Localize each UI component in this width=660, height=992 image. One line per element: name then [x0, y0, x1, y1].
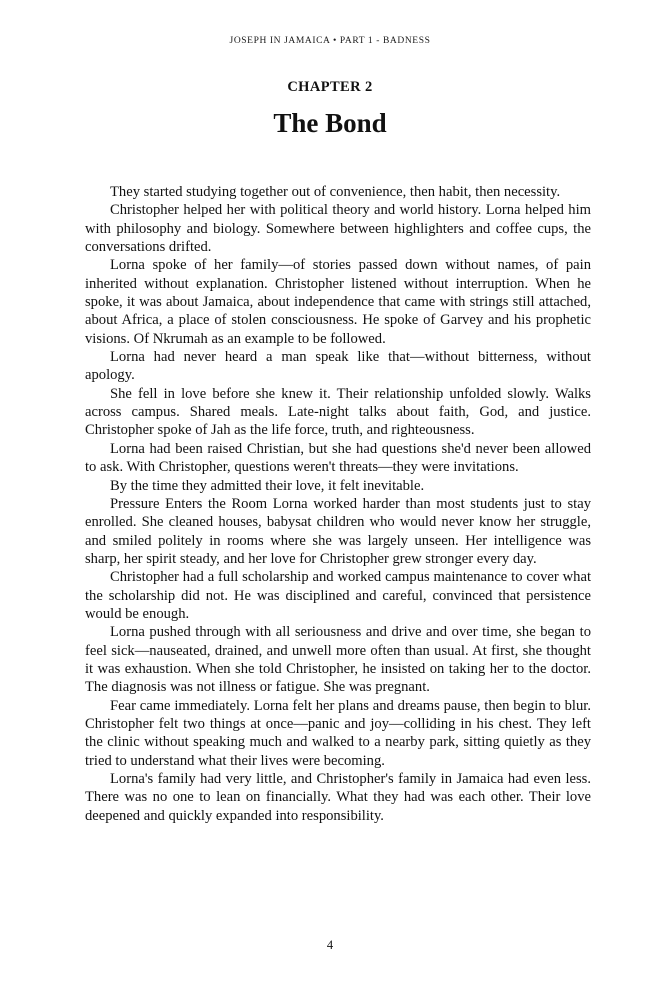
paragraph: Pressure Enters the Room Lorna worked harder than most students just to stay enrolled. She cleaned houses, babysat children who would never know her struggle, and smiled politely in rooms where she was largely unseen. Her intelligence was sharp, her spirit steady, and her love for Christopher grew stronger every day. — [85, 495, 591, 567]
paragraph: She fell in love before she knew it. Their relationship unfolded slowly. Walks across campus. Shared meals. Late-night talks about faith, God, and justice. Christopher spoke of Jah as the life force, truth, and righteousness. — [85, 385, 591, 439]
paragraph: Lorna had never heard a man speak like that—without bitterness, without apology. — [85, 349, 591, 384]
paragraph: Lorna pushed through with all seriousness and drive and over time, she began to feel sick—nauseated, drained, and unwell more often than usual. At first, she thought it was exhaustion. When she told Christopher, he insisted on taking her to the doctor. The diagnosis was not illness or fatigue. She was pregnant. — [85, 624, 591, 696]
paragraph: Fear came immediately. Lorna felt her plans and dreams pause, then begin to blur. Christopher felt two things at once—panic and joy—colliding in his chest. They left the clinic without speaking much and walked to a nearby park, sitting quietly as they tried to understand what their lives were becoming. — [85, 697, 591, 769]
chapter-label: CHAPTER 2 — [287, 79, 373, 95]
paragraph: By the time they admitted their love, it felt inevitable. — [110, 477, 425, 494]
running-header: JOSEPH IN JAMAICA • PART 1 - BADNESS — [229, 36, 431, 46]
paragraph: Christopher had a full scholarship and worked campus maintenance to cover what the scholarship did not. He was disciplined and careful, convinced that persistence would be enough. — [85, 569, 591, 622]
chapter-title: The Bond — [273, 108, 387, 138]
paragraph: Lorna's family had very little, and Christopher's family in Jamaica had even less. There was no one to lean on financially. What they had was each other. Their love deepened and quickly expanded into responsibility. — [85, 771, 591, 824]
paragraph: Christopher helped her with political theory and world history. Lorna helped him with philosophy and biology. Somewhere between highlighters and coffee cups, the conversations drifted. — [85, 202, 591, 256]
paragraph: Lorna had been raised Christian, but she had questions she'd never been allowed to ask. With Christopher, questions weren't threats—they were invitations. — [85, 440, 591, 476]
chapter-body — [85, 183, 591, 825]
paragraph: They started studying together out of convenience, then habit, then necessity. — [110, 184, 561, 200]
paragraph: Lorna spoke of her family—of stories passed down without names, of pain inherited without explanation. Christopher listened without interruption. When he spoke, it was about Jamaica, about independence that came with strings still attached, about Africa, a place of stolen consciousness. He spoke of Garvey and his prophetic visions. Of Nkrumah as an example to be followed. — [85, 257, 591, 347]
page-number: 4 — [326, 938, 334, 952]
